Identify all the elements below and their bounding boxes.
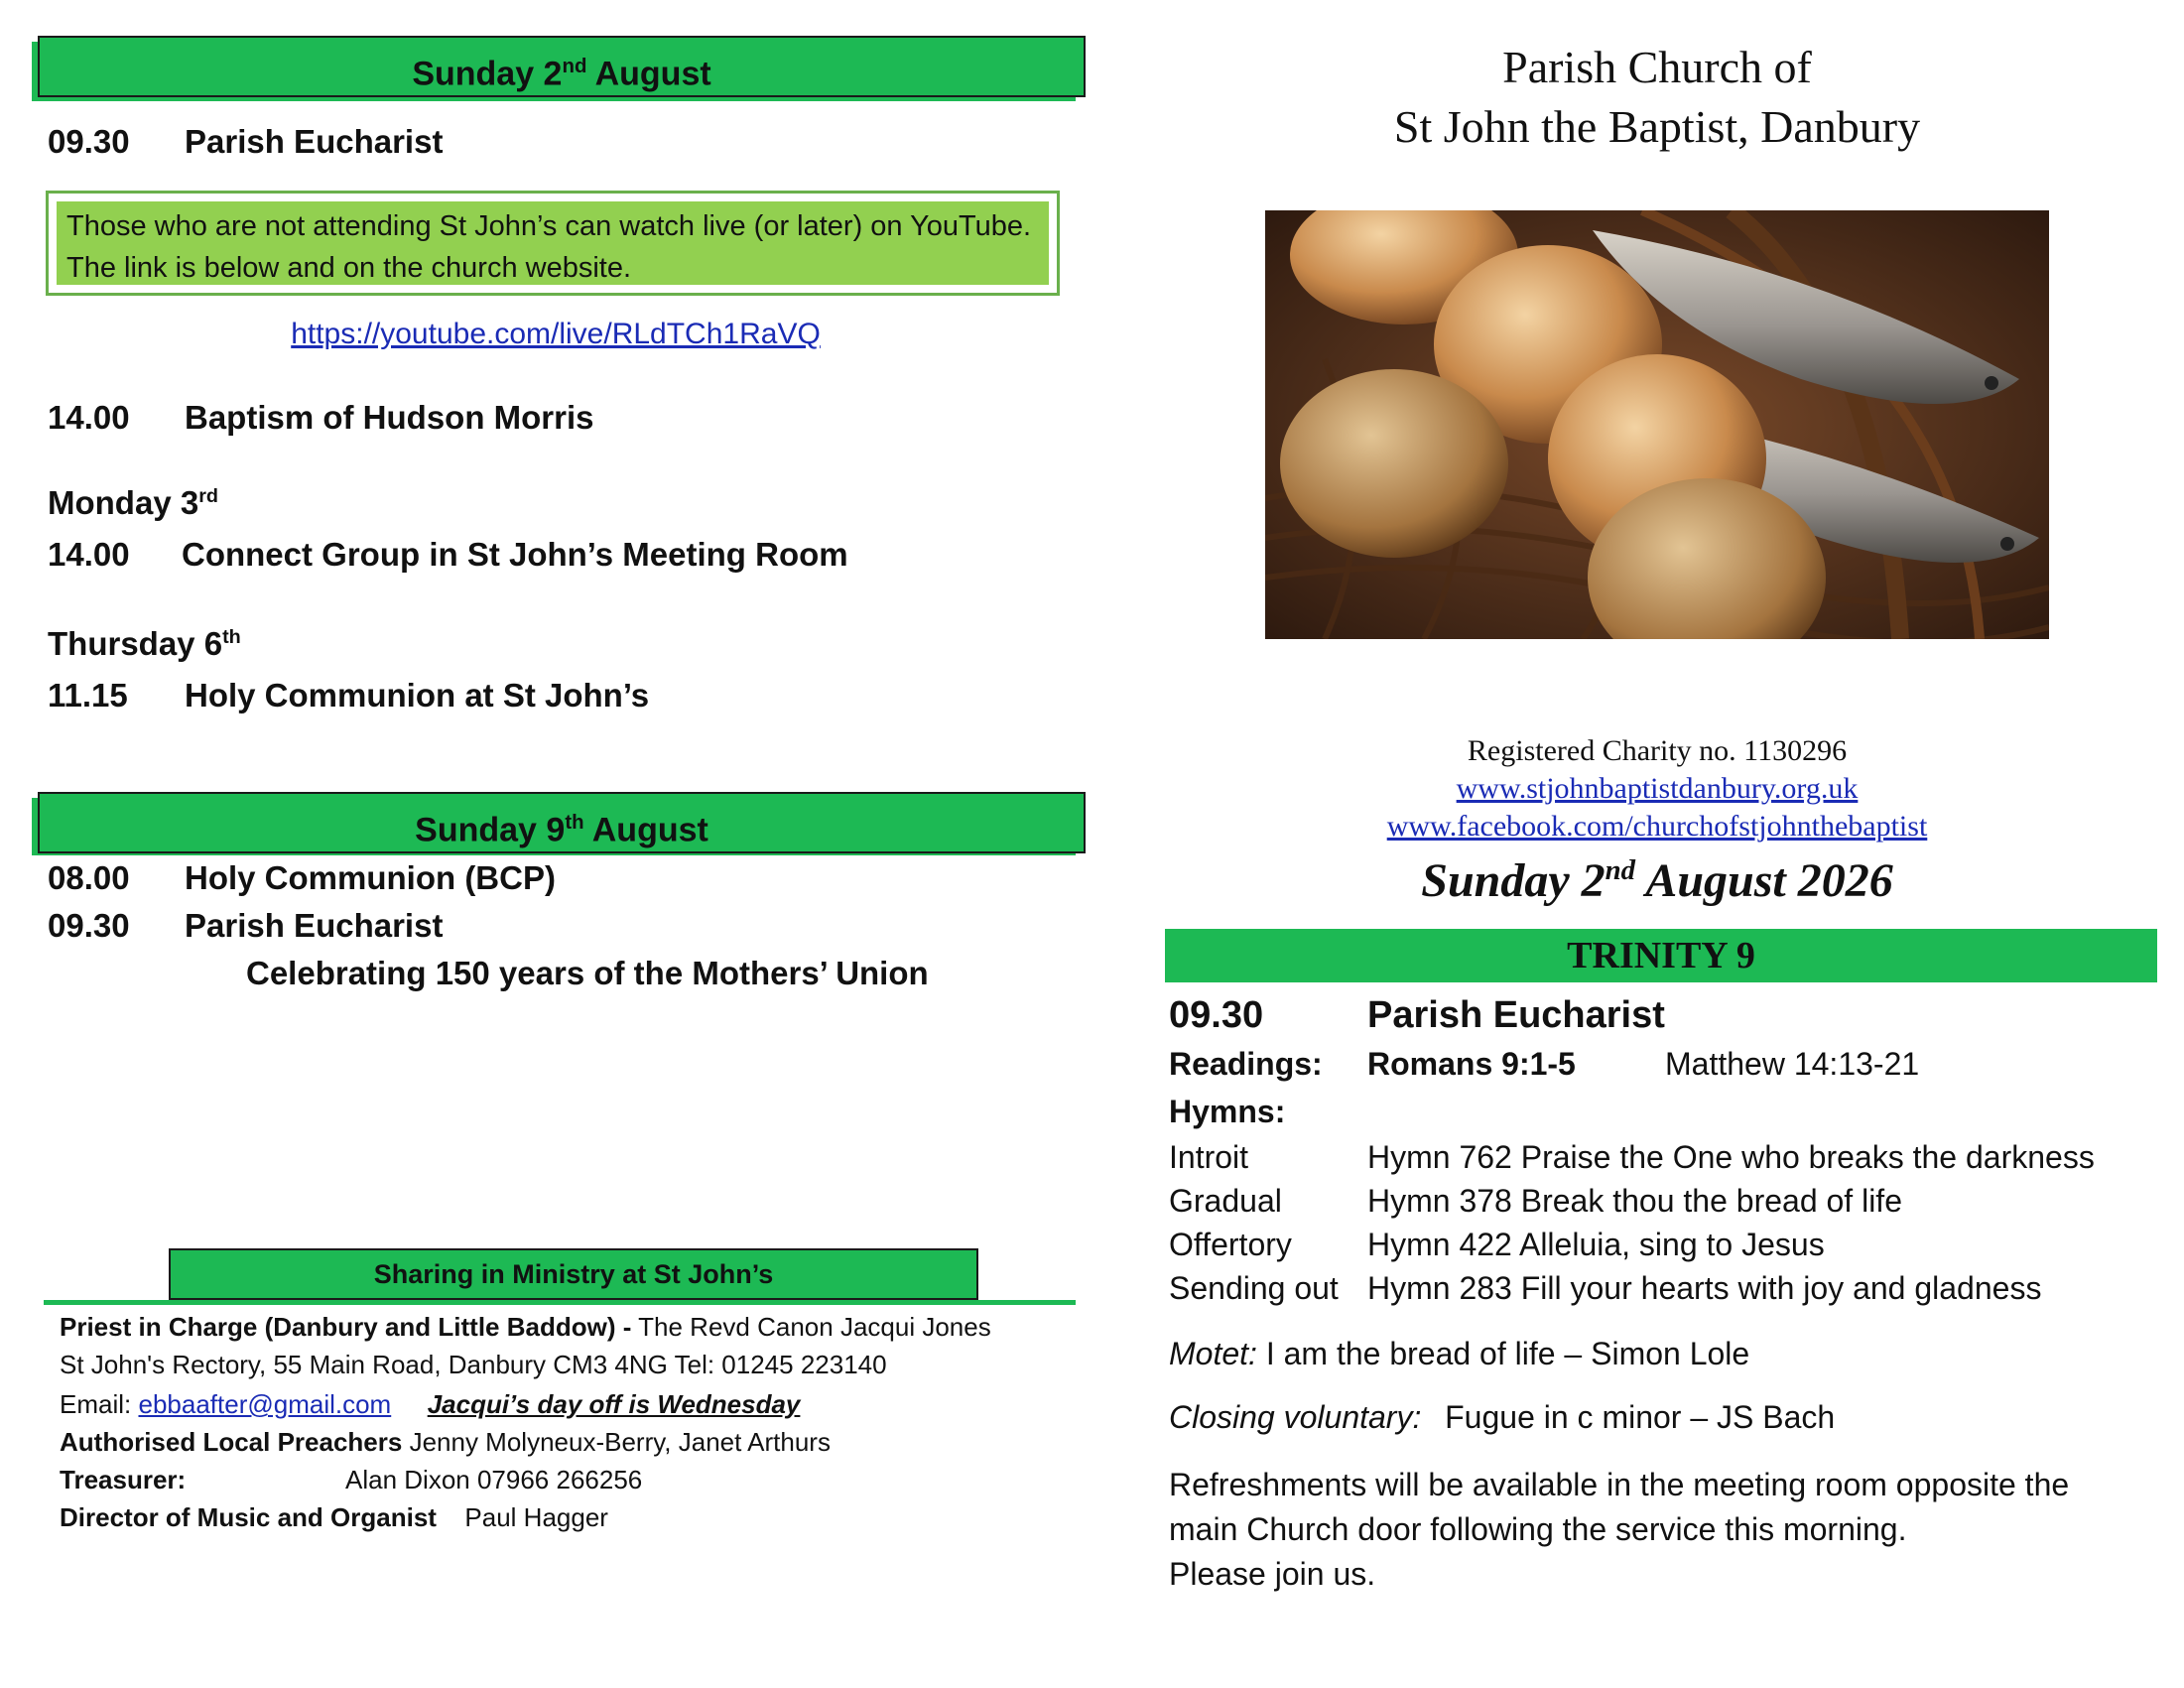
event-time: 09.30 (48, 907, 130, 944)
event-title: Connect Group in St John’s Meeting Room (182, 536, 848, 573)
event-row (48, 536, 848, 574)
hymn-row (1169, 1139, 2095, 1176)
service-date (1092, 853, 2184, 908)
event-title: Parish Eucharist (185, 907, 444, 944)
address-row: St John's Rectory, 55 Main Road, Danbury CM3 4NG Tel: 01245 223140 (60, 1350, 887, 1379)
hymn-text: Hymn 378 Break thou the bread of life (1367, 1183, 1902, 1219)
section-header-sunday-2 (38, 36, 1086, 97)
day-name: Monday 3 (48, 484, 199, 521)
notice-text: Those who are not attending St John’s can watch live (or later) on YouTube. The link is below and on the church website. (57, 201, 1049, 285)
event-row (48, 859, 556, 897)
ministry-divider (44, 1300, 1076, 1305)
section-header-sunday-9 (38, 792, 1086, 853)
season-banner: TRINITY 9 (1165, 929, 2157, 982)
hymn-label: Sending out (1169, 1270, 1339, 1306)
email-row (60, 1389, 800, 1420)
preachers-row (60, 1427, 831, 1458)
preachers-label: Authorised Local Preachers (60, 1427, 403, 1457)
header-sup: nd (562, 56, 587, 77)
event-title: Baptism of Hudson Morris (185, 399, 594, 436)
voluntary-row (1169, 1399, 1835, 1436)
music-label: Director of Music and Organist (60, 1502, 437, 1532)
notice-box (46, 191, 1060, 296)
event-row (48, 123, 443, 161)
title-line-1: Parish Church of (1502, 42, 1812, 92)
service-title: Parish Eucharist (1367, 994, 1665, 1036)
refreshments-note (1169, 1463, 2069, 1597)
date-sup: nd (1605, 854, 1636, 886)
readings-label: Readings: (1169, 1046, 1323, 1082)
ministry-heading: Sharing in Ministry at St John’s (169, 1248, 978, 1300)
event-time: 14.00 (48, 399, 130, 436)
event-time: 08.00 (48, 859, 130, 896)
refreshments-line: Refreshments will be available in the meeting room opposite the (1169, 1467, 2070, 1502)
event-time: 14.00 (48, 536, 130, 573)
website-link[interactable]: www.stjohnbaptistdanbury.org.uk (1456, 772, 1859, 805)
priest-label: Priest in Charge (Danbury and Little Baddow) - (60, 1312, 632, 1342)
hymn-label: Offertory (1169, 1227, 1292, 1262)
day-heading-thursday (48, 625, 241, 663)
hymns-label: Hymns: (1169, 1094, 1286, 1129)
motet-row (1169, 1336, 1749, 1372)
date-suffix: August 2026 (1645, 854, 1893, 907)
hymn-text: Hymn 422 Alleluia, sing to Jesus (1367, 1227, 1825, 1262)
reading-second: Matthew 14:13-21 (1665, 1046, 1920, 1082)
preachers-names: Jenny Molyneux-Berry, Janet Arthurs (409, 1427, 831, 1457)
email-label: Email: (60, 1389, 132, 1419)
event-note: Celebrating 150 years of the Mothers’ Union (246, 955, 929, 991)
priest-row (60, 1312, 991, 1343)
refreshments-line: Please join us. (1169, 1556, 1376, 1592)
treasurer-label: Treasurer: (60, 1465, 187, 1494)
email-link[interactable]: ebbaafter@gmail.com (138, 1389, 392, 1419)
motet-text: I am the bread of life – Simon Lole (1265, 1336, 1750, 1371)
facebook-link[interactable]: www.facebook.com/churchofstjohnthebaptist (1386, 810, 1928, 843)
priest-name: The Revd Canon Jacqui Jones (638, 1312, 991, 1342)
event-row (48, 907, 443, 945)
day-name: Thursday 6 (48, 625, 223, 662)
event-row (48, 399, 594, 437)
date-prefix: Sunday 2 (1421, 854, 1606, 907)
hymn-row (1169, 1183, 1902, 1220)
header-month: August (594, 55, 711, 93)
header-sup: th (565, 812, 584, 834)
treasurer-row (60, 1465, 642, 1495)
hymn-row (1169, 1227, 1825, 1263)
music-name: Paul Hagger (464, 1502, 608, 1532)
header-day: Sunday 9 (415, 811, 566, 849)
day-off-note: Jacqui’s day off is Wednesday (427, 1389, 801, 1419)
day-sup: rd (198, 485, 218, 507)
hymn-label: Gradual (1169, 1183, 1282, 1219)
event-title: Parish Eucharist (185, 123, 444, 160)
service-time: 09.30 (1169, 994, 1264, 1036)
header-day: Sunday 2 (412, 55, 563, 93)
youtube-link[interactable]: https://youtube.com/live/RLdTCh1RaVQ (291, 318, 821, 350)
hymn-text: Hymn 283 Fill your hearts with joy and gladness (1367, 1270, 2042, 1306)
title-line-2: St John the Baptist, Danbury (1393, 101, 1921, 152)
readings-row (1169, 1046, 1919, 1083)
treasurer-name: Alan Dixon 07966 266256 (345, 1465, 643, 1494)
event-title: Holy Communion (BCP) (185, 859, 556, 896)
bread-fish-illustration (1265, 210, 2049, 639)
event-time: 11.15 (48, 677, 128, 714)
reading-first: Romans 9:1-5 (1367, 1046, 1576, 1082)
charity-number: Registered Charity no. 1130296 (1467, 734, 1848, 767)
motet-label: Motet: (1169, 1336, 1257, 1371)
hymn-row (1169, 1270, 2041, 1307)
service-row (1169, 994, 1665, 1037)
event-time: 09.30 (48, 123, 130, 160)
event-title: Holy Communion at St John’s (185, 677, 650, 714)
day-heading-monday (48, 484, 218, 522)
refreshments-line: main Church door following the service this morning. (1169, 1511, 1907, 1547)
hymn-text: Hymn 762 Praise the One who breaks the darkness (1367, 1139, 2095, 1175)
bread-fish-image (1265, 210, 2049, 639)
day-sup: th (222, 626, 241, 648)
header-month: August (591, 811, 708, 849)
event-row (48, 677, 649, 714)
church-title (1092, 38, 2184, 157)
hymn-label: Introit (1169, 1139, 1249, 1175)
voluntary-label: Closing voluntary: (1169, 1399, 1422, 1435)
voluntary-text: Fugue in c minor – JS Bach (1445, 1399, 1836, 1435)
music-row (60, 1502, 608, 1533)
